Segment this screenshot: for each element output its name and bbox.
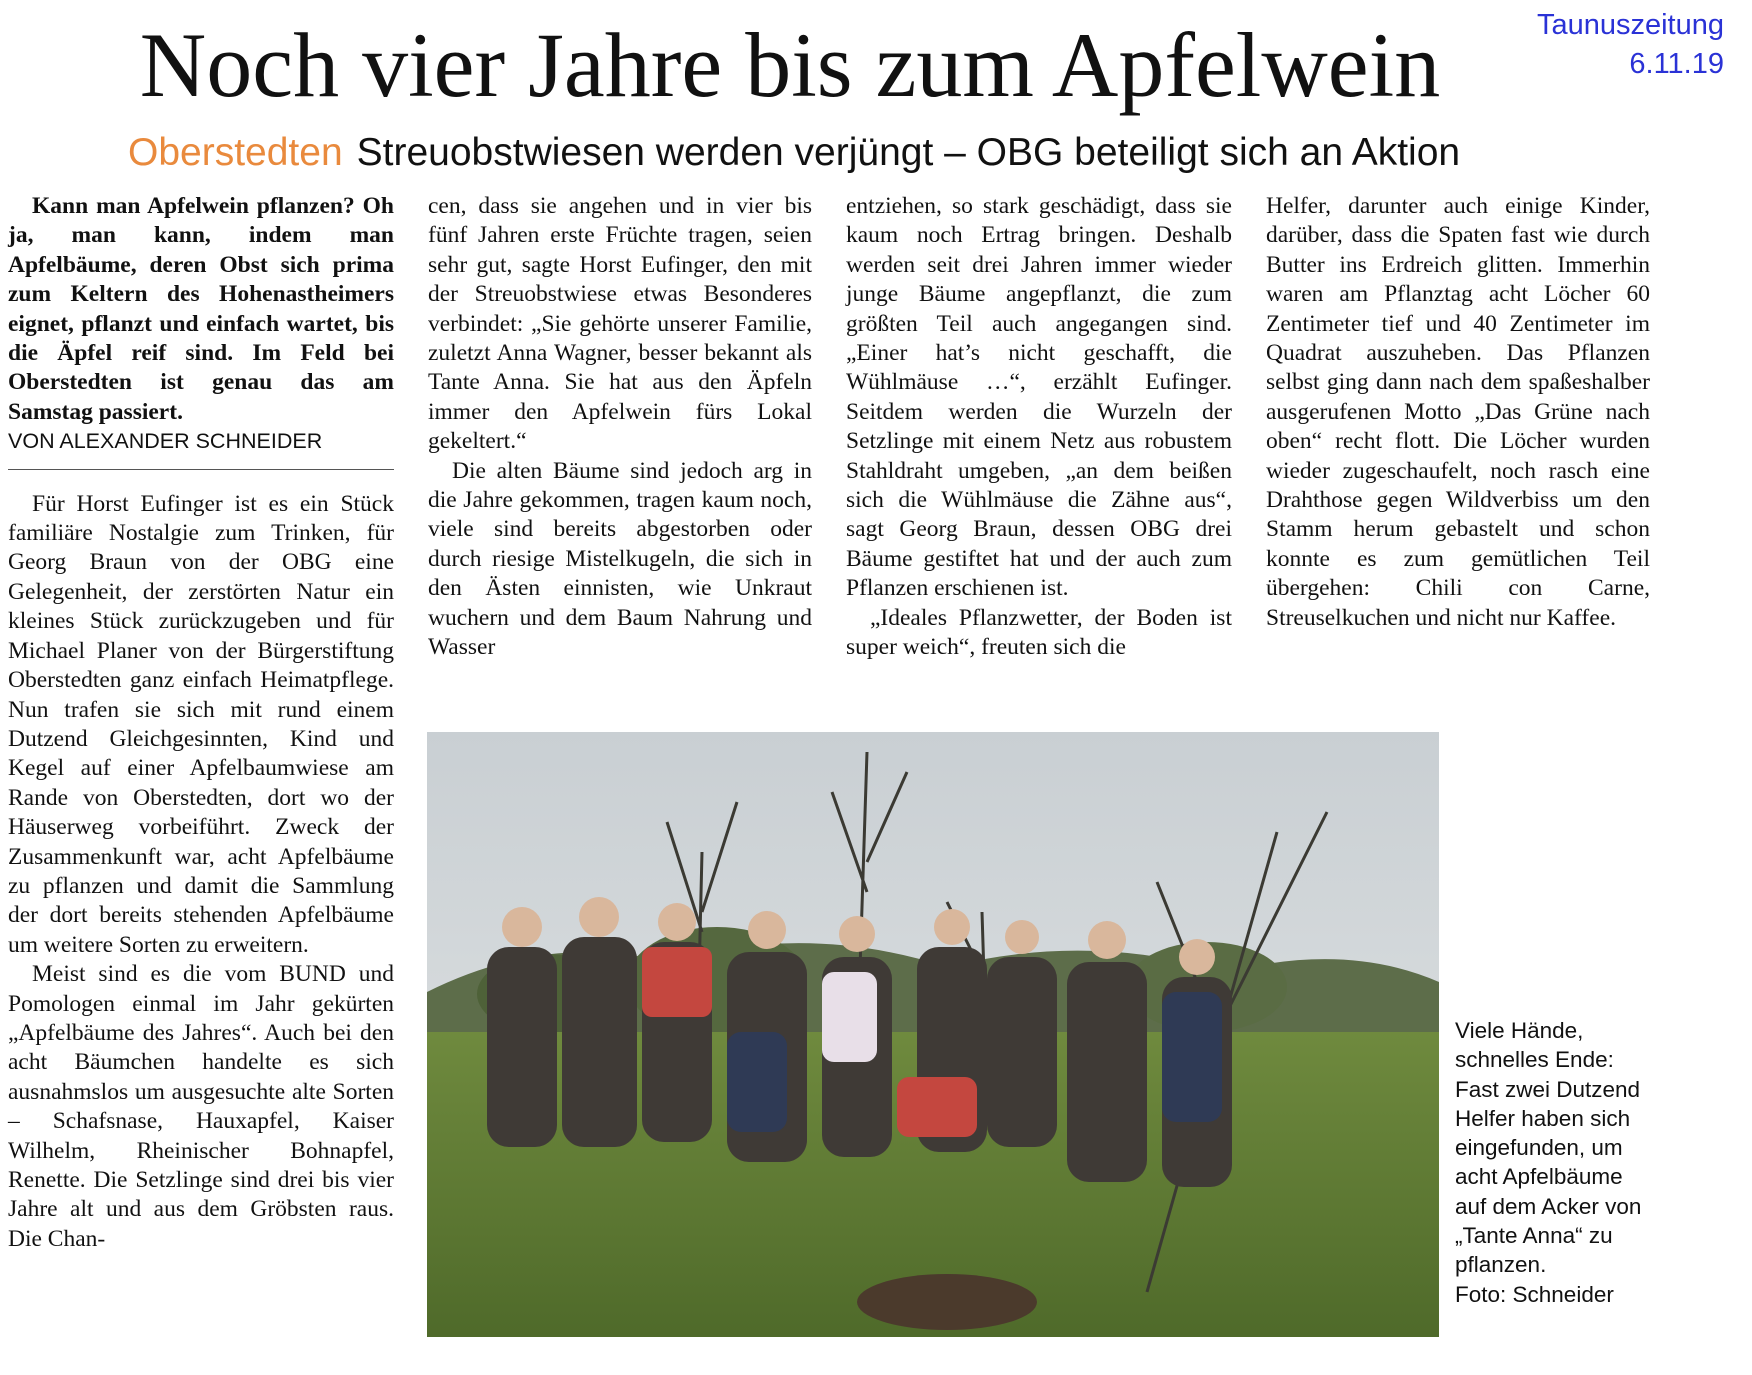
paragraph: Für Horst Eufinger ist es ein Stück familiäre Nostalgie zum Trinken, für Georg Braun von der OBG eine Gelegenheit, der zerstörten Natur ein kleines Stück zurückzugeben und für Michael Planer von der Bürgerstiftung Oberstedten ganz einfach Heimatpflege. Nun trafen sie sich mit rund einem Dutzend Gleichgesinnten, Kind und Kegel auf einer Apfelbaumwiese am Rande von Oberstedten, dort wo der Häuserweg vorbeiführt. Zweck der Zusammenkunft war, acht Apfelbäume zu pflanzen und damit die Sammlung der dort bereits stehenden Apfelbäume um weitere Sorten zu erweitern. <box>8 490 394 958</box>
newspaper-name: Taunuszeitung <box>1536 9 1724 41</box>
caption-title: Viele Hände, schnelles Ende: <box>1455 1018 1614 1073</box>
article-column-4 <box>1266 192 1650 633</box>
subheadline-text: Streuobstwiesen werden verjüngt – OBG beteiligt sich an Aktion <box>356 131 1461 174</box>
paragraph: Die alten Bäume sind jedoch arg in die Jahre gekommen, tragen kaum noch, viele sind bereits abgestorben oder durch riesige Mistelkugeln, die sich in den Ästen einnisten, wie Unkraut wuchern und dem Baum Nahrung und Wasser <box>428 457 812 661</box>
paragraph: Helfer, darunter auch einige Kinder, darüber, dass die Spaten fast wie durch Butter ins Erdreich glitten. Immerhin waren am Pflanztag acht Löcher 60 Zentimeter tief und 40 Zentimeter im Quadrat auszuheben. Das Pflanzen selbst ging dann nach dem spaßeshalber ausgerufenen Motto „Das Grüne nach oben“ recht flott. Die Löcher wurden wieder zugeschaufelt, noch rasch eine Drahthose gegen Wildverbiss um den Stamm herum gebastelt und schon konnte es zum gemütlichen Teil übergehen: Chili con Carne, Streuselkuchen und nicht nur Kaffee. <box>1266 193 1650 631</box>
article-subheadline <box>128 125 1460 181</box>
location-label: Oberstedten <box>128 131 343 174</box>
group-photo-illustration <box>427 732 1439 1337</box>
article-headline: Noch vier Jahre bis zum Apfelwein <box>139 14 1441 116</box>
article-column-2 <box>428 192 812 663</box>
clipping-date: 6.11.19 <box>1629 48 1724 80</box>
photo-credit: Foto: Schneider <box>1455 1281 1614 1307</box>
photo-caption <box>1455 1016 1645 1309</box>
paragraph: „Ideales Pflanzwetter, der Boden ist super weich“, freuten sich die <box>846 604 1232 661</box>
author-byline: VON ALEXANDER SCHNEIDER <box>8 427 394 469</box>
paragraph: entziehen, so stark geschädigt, dass sie kaum noch Ertrag bringen. Deshalb werden seit drei Jahren immer wieder junge Bäume angepflanzt, die zum größten Teil auch angegangen sind. „Einer hat’s nicht geschafft, die Wühlmäuse …“, erzählt Eufinger. Seitdem werden die Wurzeln der Setzlinge mit einem Netz aus robustem Stahldraht umgeben, „an dem beißen sich die Wühlmäuse die Zähne aus“, sagt Georg Braun, dessen OBG drei Bäume gestiftet hat und der auch zum Pflanzen erschienen ist. <box>846 193 1232 602</box>
caption-text: Fast zwei Dutzend Helfer haben sich eingefunden, um acht Apfelbäume auf dem Acker von „Tante Anna“ zu pflanzen. <box>1455 1076 1642 1278</box>
article-lead: Kann man Apfelwein pflanzen? Oh ja, man kann, indem man Apfelbäume, deren Obst sich prima zum Keltern des Hohenastheimers eignet, pflanzt und einfach wartet, bis die Äpfel reif sind. Im Feld bei Oberstedten ist genau das am Samstag passiert. <box>8 193 394 425</box>
article-column-3 <box>846 192 1232 663</box>
paragraph: Meist sind es die vom BUND und Pomologen einmal im Jahr gekürten „Apfelbäume des Jahres“. Auch bei den acht Bäumchen handelte es sich ausnahmslos um ausgesuchte alte Sorten – Schafsnase, Hauxapfel, Kaiser Wilhelm, Rheinischer Bohnapfel, Renette. Die Setzlinge sind drei bis vier Jahre alt und aus dem Gröbsten raus. Die Chan- <box>8 961 394 1252</box>
paragraph: cen, dass sie angehen und in vier bis fünf Jahren erste Früchte tragen, seien sehr gut, sagte Horst Eufinger, den mit der Streuobstwiese etwas Besonderes verbindet: „Sie gehörte unserer Familie, zuletzt Anna Wagner, besser bekannt als Tante Anna. Sie hat aus den Äpfeln immer den Apfelwein fürs Lokal gekeltert.“ <box>428 193 812 455</box>
article-photo <box>427 732 1439 1337</box>
article-column-1 <box>8 192 394 1254</box>
